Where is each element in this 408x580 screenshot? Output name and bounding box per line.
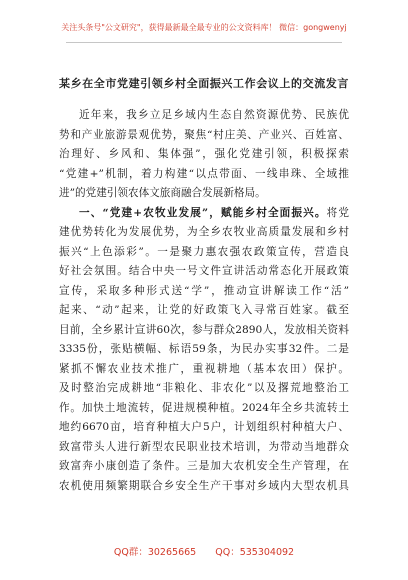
body-line: 目前，全乡累计宣讲60次，参与群众2890人，发放相关资料 bbox=[59, 323, 349, 336]
body-line: 起来、“动”起来，让党的好政策飞入寻常百姓家。截至 bbox=[59, 304, 349, 316]
body-line: 宣传，采取多种形式送“学”，推动宣讲解读工作“活” bbox=[59, 284, 349, 297]
body-line: 进”的党建引领农体文旅商融合发展新格局。 bbox=[59, 187, 266, 199]
body-line: 振兴“上色添彩”。一是聚力惠农强农政策宣传，营造良 bbox=[59, 245, 349, 258]
body-line: 势和产业旅游景观优势，聚焦“村庄美、产业兴、百姓富、 bbox=[59, 128, 349, 141]
body-line: 致富带头人进行新型农民职业技术培训，为带动当地群众 bbox=[59, 440, 349, 453]
body-line: 及时整治完成耕地“非粮化、非农化”以及撂荒地整治工 bbox=[59, 382, 349, 394]
section-heading-continuation: 将党 bbox=[326, 206, 349, 219]
body-line: 建优势转化为发展优势，为全乡农牧业高质量发展和乡村 bbox=[59, 226, 349, 238]
body-line: 好社会氛围。结合中央一号文件宣讲活动常态化开展政策 bbox=[59, 265, 349, 277]
body-line: 近年来，我乡立足乡域内生态自然资源优势、民族优 bbox=[79, 109, 349, 121]
body-line: “党建+”机制，着力构建“以点带面、一线串珠、全域推 bbox=[59, 167, 349, 180]
body-line: 作。加快土地流转，促进规模种植。2024年全乡共流转土 bbox=[59, 401, 349, 414]
header-divider bbox=[66, 42, 342, 43]
promo-banner: 关注头条号"公文研究"，获得最新最全最专业的公文资料库！ 微信：gongwenyj bbox=[61, 23, 347, 32]
qq-group: QQ群：30265665 bbox=[113, 547, 197, 558]
document-title: 某乡在全市党建引领乡村全面振兴工作会议上的交流发言 bbox=[59, 77, 349, 90]
qq-number: QQ：535304092 bbox=[215, 547, 295, 558]
section-heading: 一、“党建+农牧业发展”，赋能乡村全面振兴。 bbox=[79, 206, 327, 219]
body-line: 致富奔小康创造了条件。三是加大农机安全生产管理，在 bbox=[59, 460, 349, 472]
body-line: 农机使用频繁期联合乡安全生产干事对乡域内大型农机具 bbox=[59, 479, 349, 492]
body-line: 3335份，张贴横幅、标语59条，为民办实事32件。二是 bbox=[59, 343, 349, 355]
document-body bbox=[59, 106, 349, 496]
section-heading-line bbox=[59, 204, 349, 224]
body-line: 治理好、乡风和、集体强”，强化党建引领，积极探索 bbox=[59, 148, 349, 160]
body-line: 紧抓不懈农业技术推广，重视耕地（基本农田）保护。 bbox=[59, 362, 349, 375]
contact-footer bbox=[0, 544, 408, 558]
body-line: 地约6670亩，培育种植大户5户，计划组织村种植大户、 bbox=[59, 421, 349, 433]
